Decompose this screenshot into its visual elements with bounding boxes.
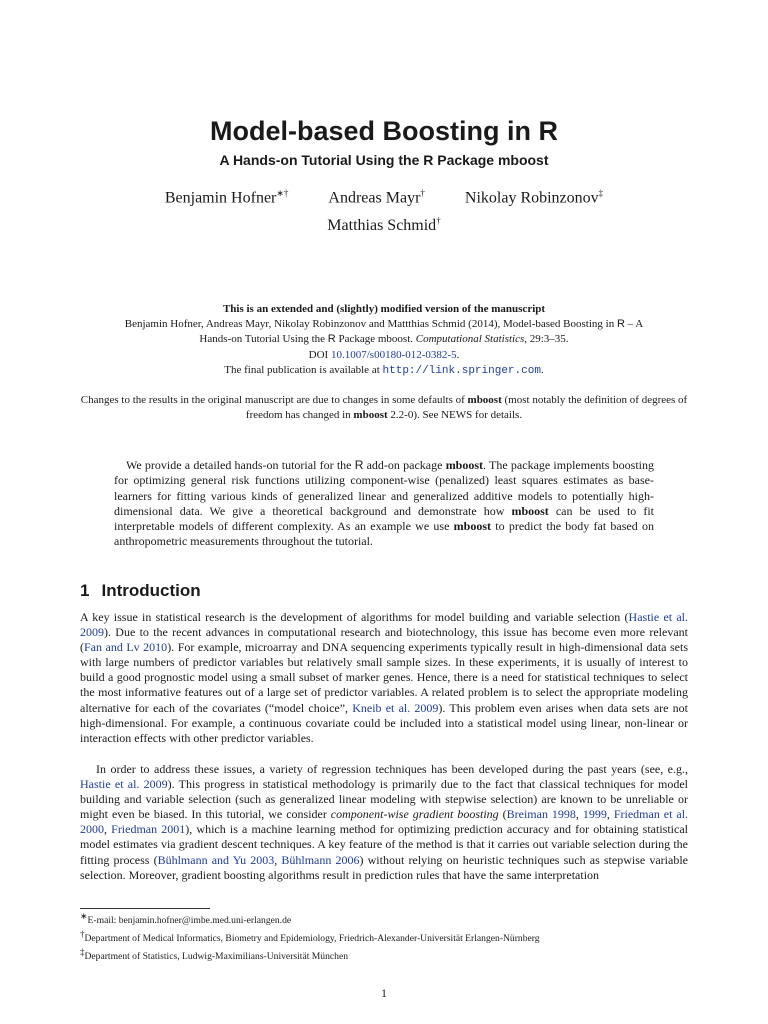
citation-link[interactable]: Fan and Lv 2010 [84,640,168,655]
manuscript-note [70,302,698,379]
section-title: Introduction [101,581,201,600]
citation-link[interactable]: Breiman 1998 [506,807,576,822]
abstract: We provide a detailed hands-on tutorial for the R add-on package mboost. The package implements boosting for optimizing general risk functions utilizing component-wise (penalized) least squares estimates as base-learners for fitting various kinds of generalized linear and generalized additive models to potentially high-dimensional data. We give a theoretical background and demonstrate how mboost can be used to fit interpretable models of different complexity. As an example we use mboost to predict the body fat based on anthropometric measurements throughout the tutorial. [114,458,654,549]
footnote: ‡Department of Statistics, Ludwig-Maximilians-Universität München [80,946,349,962]
paper-title: Model-based Boosting in R [210,116,558,146]
note-citation: Benjamin Hofner, Andreas Mayr, Nikolay Robinzonov and Mattthias Schmid (2014), Model-based Boosting in R – A Hands-on Tutorial Using the R Package mboost. Computational Statistics, 29:3–35. [124,318,644,346]
note-heading: This is an extended and (slightly) modified version of the manuscript [222,303,546,315]
footnote-rule [80,908,210,909]
citation-link[interactable]: Hastie et al. 2009 [80,777,168,792]
citation-link[interactable]: Kneib et al. 2009 [352,700,439,715]
citation-link[interactable]: Bühlmann 2006 [281,852,360,867]
footnotes [80,910,688,963]
paragraph: A key issue in statistical research is the development of algorithms for model building and variable selection (Hastie et al. 2009). Due to the recent advances in computational research and biotechnology, this issue has become even more relevant (Fan and Lv 2010). For example, microarray and DNA sequencing experiments typically result in high-dimensional data sets with large numbers of predictor variables but relatively small sample sizes. In these experiments, it is usually of interest to build a good prognostic model using a small subset of marker genes. Hence, there is a need for statistical techniques to select the most informative features out of a large set of predictor variables. A related problem is to select the appropriate modeling alternative for each of the covariates (“model choice”, Kneib et al. 2009). This problem even arises when data sets are not high-dimensional. For example, a continuous covariate could be included into a statistical model using linear, non-linear or interaction effects with other predictor variables. [80,610,688,745]
citation-link[interactable]: Friedman et al. 2000 [80,807,689,837]
note-final-publication: The final publication is available at http://link.springer.com. [224,363,544,377]
citation-link[interactable]: Hastie et al. 2009 [80,610,688,640]
author-list [0,182,768,237]
citation-link[interactable]: Bühlmann and Yu 2003 [157,852,275,867]
paragraph: In order to address these issues, a variety of regression techniques has been developed during the past years (see, e.g., Hastie et al. 2009). This progress in statistical methodology is primarily due to the fact that classical techniques for model building and variable selection (such as generalized linear modeling with stepwise selection) are known to be unreliable or might even be biased. In this tutorial, we consider component-wise gradient boosting (Breiman 1998, 1999, Friedman et al. 2000, Friedman 2001), which is a machine learning method for optimizing prediction accuracy and for obtaining statistical model estimates via gradient descent techniques. A key feature of the method is that it carries out variable selection during the fitting process (Bühlmann and Yu 2003, Bühlmann 2006) without relying on heuristic techniques such as stepwise variable selection. Moreover, gradient boosting algorithms result in prediction rules that have the same interpretation [80,762,689,882]
citation-link[interactable]: 1999 [582,807,607,822]
section-number: 1 [80,581,90,600]
springer-link[interactable]: http://link.springer.com [382,364,541,377]
citation-link[interactable]: Friedman 2001 [111,822,186,837]
paper-subtitle: A Hands-on Tutorial Using the R Package mboost [219,152,549,168]
author: Benjamin Hofner∗† [164,188,289,207]
footnote: ∗E-mail: benjamin.hofner@imbe.med.uni-erlangen.de [80,911,292,927]
changes-note: Changes to the results in the original manuscript are due to changes in some defaults of mboost (most notably the definition of degrees of freedom has changed in mboost 2.2-0). See NEWS for details. [80,394,688,422]
section-heading [80,581,201,601]
note-doi: DOI 10.1007/s00180-012-0382-5. [308,348,460,361]
author: Andreas Mayr† [328,188,425,207]
author: Matthias Schmid† [327,215,441,234]
footnote: †Department of Medical Informatics, Biometry and Epidemiology, Friedrich-Alexander-Universität Erlangen-Nürnberg [80,928,540,944]
author: Nikolay Robinzonov‡ [464,188,604,207]
doi-link[interactable]: 10.1007/s00180-012-0382-5 [330,348,457,361]
page-number: 1 [381,986,387,1000]
